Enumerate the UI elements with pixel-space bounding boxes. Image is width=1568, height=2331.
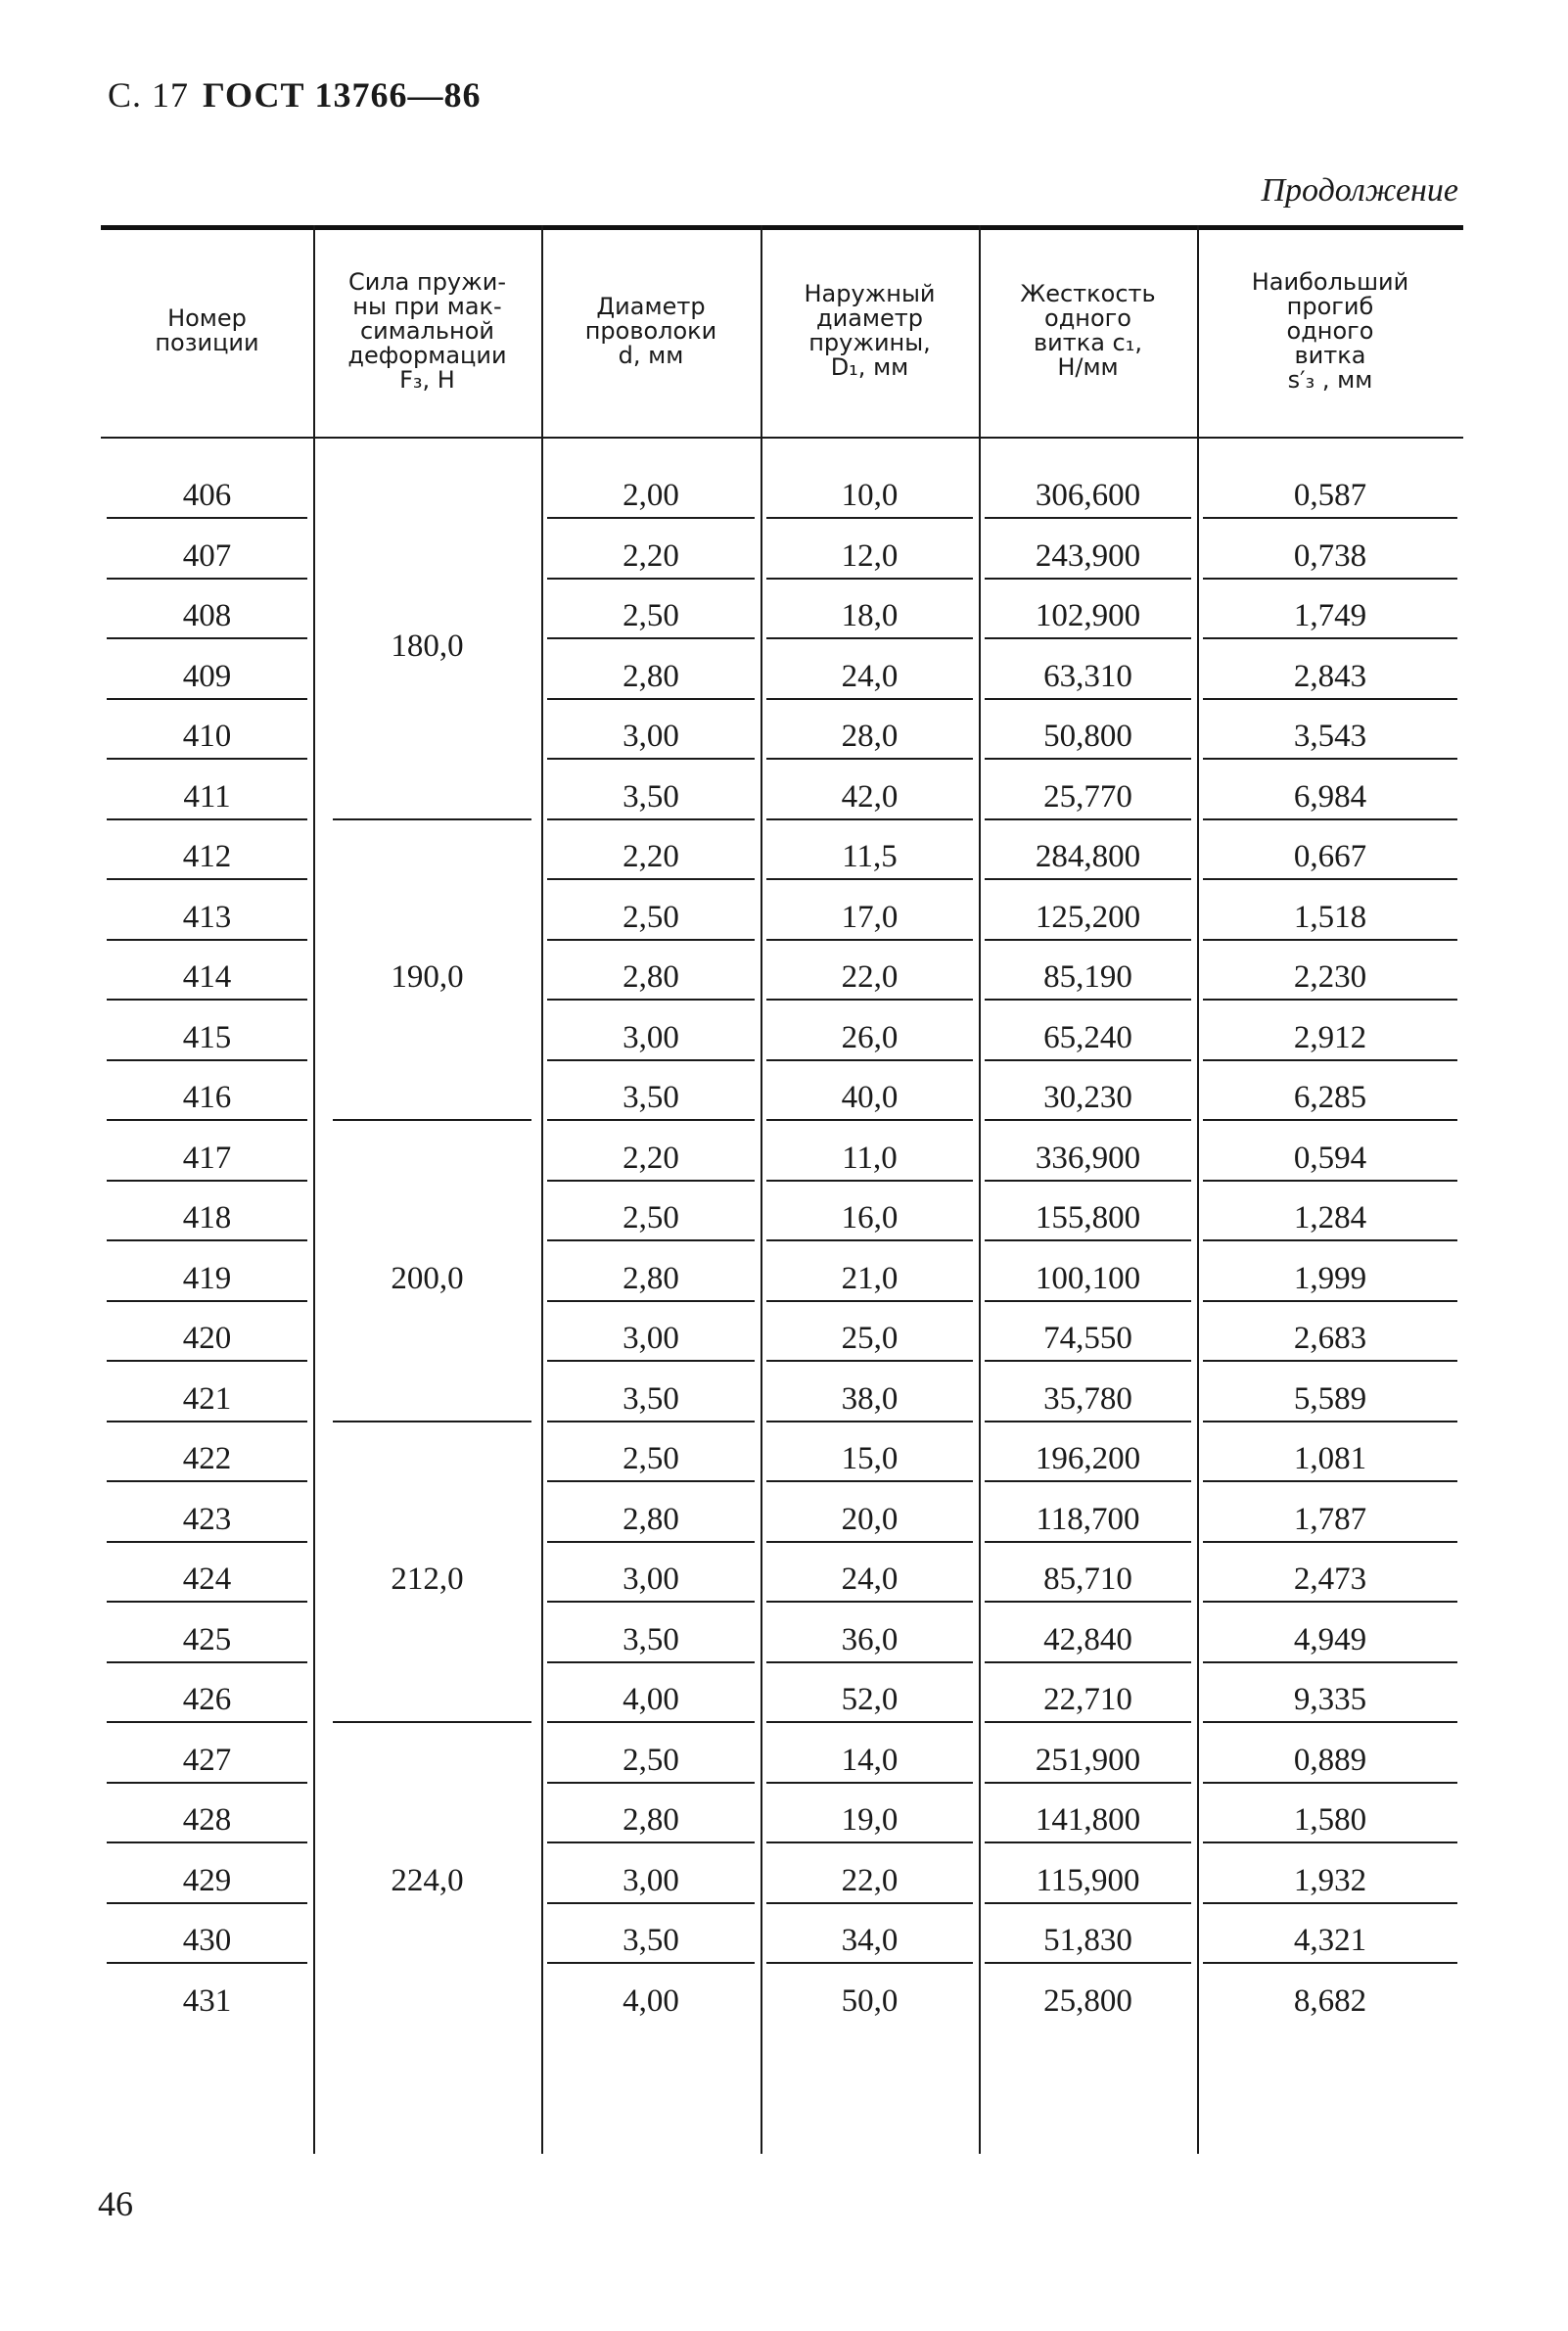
cell-outer-diameter: 42,0 bbox=[841, 778, 899, 815]
row-rule bbox=[1203, 1480, 1457, 1482]
cell-position: 427 bbox=[182, 1742, 232, 1778]
cell-position: 414 bbox=[182, 959, 232, 995]
cell-outer-diameter: 21,0 bbox=[841, 1260, 899, 1296]
cell-stiffness: 50,800 bbox=[1043, 719, 1132, 754]
cell-wire-diameter: 2,80 bbox=[623, 959, 679, 995]
row-rule bbox=[107, 1661, 307, 1663]
row-rule bbox=[547, 698, 755, 700]
row-rule bbox=[107, 517, 307, 519]
cell-deflection: 3,543 bbox=[1293, 719, 1367, 754]
row-rule bbox=[985, 1541, 1191, 1543]
cell-deflection: 0,889 bbox=[1293, 1742, 1367, 1778]
row-rule bbox=[985, 1300, 1191, 1302]
cell-wire-diameter: 2,50 bbox=[623, 1742, 679, 1778]
row-rule bbox=[1203, 878, 1457, 880]
cell-position: 429 bbox=[182, 1862, 232, 1898]
row-rule bbox=[107, 878, 307, 880]
cell-wire-diameter: 2,50 bbox=[623, 899, 679, 935]
cell-position: 419 bbox=[182, 1260, 232, 1296]
cell-deflection: 6,285 bbox=[1293, 1080, 1367, 1115]
cell-outer-diameter: 24,0 bbox=[841, 658, 899, 694]
cell-deflection: 8,682 bbox=[1293, 1982, 1367, 2019]
row-rule bbox=[985, 818, 1191, 820]
cell-stiffness: 51,830 bbox=[1043, 1923, 1132, 1958]
cell-stiffness: 115,900 bbox=[1036, 1862, 1140, 1898]
cell-deflection: 0,667 bbox=[1293, 839, 1367, 874]
cell-outer-diameter: 50,0 bbox=[841, 1982, 899, 2019]
cell-wire-diameter: 2,50 bbox=[623, 598, 679, 633]
cell-position: 423 bbox=[182, 1501, 232, 1537]
row-rule bbox=[766, 1300, 973, 1302]
row-rule bbox=[1203, 1721, 1457, 1723]
cell-spring-force: 190,0 bbox=[391, 959, 464, 995]
row-rule bbox=[107, 1239, 307, 1241]
row-rule bbox=[107, 1841, 307, 1843]
cell-position: 424 bbox=[182, 1562, 232, 1597]
row-rule bbox=[985, 578, 1191, 580]
row-rule bbox=[985, 1360, 1191, 1362]
row-rule bbox=[547, 1601, 755, 1603]
cell-outer-diameter: 19,0 bbox=[841, 1802, 899, 1838]
cell-wire-diameter: 4,00 bbox=[623, 1982, 679, 2019]
cell-deflection: 1,580 bbox=[1293, 1802, 1367, 1838]
row-rule bbox=[107, 637, 307, 639]
group-rule bbox=[333, 818, 531, 820]
cell-outer-diameter: 10,0 bbox=[841, 478, 899, 513]
cell-position: 416 bbox=[182, 1080, 232, 1115]
row-rule bbox=[1203, 1541, 1457, 1543]
cell-outer-diameter: 52,0 bbox=[841, 1682, 899, 1717]
row-rule bbox=[766, 1480, 973, 1482]
continuation-label: Продолжение bbox=[1261, 172, 1458, 209]
row-rule bbox=[107, 1782, 307, 1784]
row-rule bbox=[107, 1421, 307, 1422]
row-rule bbox=[766, 1902, 973, 1904]
row-rule bbox=[547, 1180, 755, 1182]
cell-stiffness: 22,710 bbox=[1043, 1682, 1132, 1717]
cell-wire-diameter: 3,00 bbox=[623, 1321, 679, 1356]
cell-position: 428 bbox=[182, 1802, 232, 1838]
cell-outer-diameter: 20,0 bbox=[841, 1501, 899, 1537]
row-rule bbox=[1203, 578, 1457, 580]
row-rule bbox=[985, 1962, 1191, 1964]
row-rule bbox=[107, 999, 307, 1001]
cell-deflection: 1,749 bbox=[1293, 598, 1367, 633]
cell-outer-diameter: 17,0 bbox=[841, 899, 899, 935]
cell-outer-diameter: 12,0 bbox=[841, 537, 899, 574]
cell-spring-force: 212,0 bbox=[391, 1562, 464, 1597]
cell-wire-diameter: 2,20 bbox=[623, 1140, 679, 1176]
group-rule bbox=[333, 1421, 531, 1422]
row-rule bbox=[107, 698, 307, 700]
row-rule bbox=[107, 1480, 307, 1482]
cell-outer-diameter: 25,0 bbox=[841, 1321, 899, 1356]
cell-deflection: 1,284 bbox=[1293, 1200, 1367, 1235]
row-rule bbox=[1203, 1902, 1457, 1904]
header-outer-diameter: Наружный диаметр пружины, D₁, мм bbox=[804, 280, 936, 381]
row-rule bbox=[547, 1119, 755, 1121]
row-rule bbox=[985, 878, 1191, 880]
row-rule bbox=[985, 517, 1191, 519]
row-rule bbox=[1203, 818, 1457, 820]
header-bottom-rule bbox=[101, 437, 1463, 439]
row-rule bbox=[1203, 1782, 1457, 1784]
cell-stiffness: 251,900 bbox=[1035, 1742, 1141, 1778]
cell-stiffness: 74,550 bbox=[1043, 1321, 1132, 1356]
cell-deflection: 6,984 bbox=[1293, 778, 1367, 815]
row-rule bbox=[766, 1119, 973, 1121]
cell-stiffness: 100,100 bbox=[1035, 1260, 1141, 1296]
row-rule bbox=[547, 1421, 755, 1422]
row-rule bbox=[766, 1541, 973, 1543]
row-rule bbox=[107, 818, 307, 820]
row-rule bbox=[985, 698, 1191, 700]
row-rule bbox=[107, 1721, 307, 1723]
cell-position: 418 bbox=[182, 1200, 232, 1235]
row-rule bbox=[1203, 1360, 1457, 1362]
cell-wire-diameter: 2,50 bbox=[623, 1200, 679, 1235]
cell-wire-diameter: 2,20 bbox=[623, 839, 679, 874]
row-rule bbox=[1203, 517, 1457, 519]
cell-position: 411 bbox=[183, 778, 231, 815]
cell-deflection: 0,594 bbox=[1293, 1140, 1367, 1176]
cell-outer-diameter: 26,0 bbox=[841, 1019, 899, 1055]
row-rule bbox=[1203, 1059, 1457, 1061]
group-rule bbox=[333, 1119, 531, 1121]
cell-stiffness: 35,780 bbox=[1043, 1380, 1132, 1417]
row-rule bbox=[1203, 758, 1457, 760]
row-rule bbox=[766, 999, 973, 1001]
row-rule bbox=[766, 578, 973, 580]
row-rule bbox=[547, 878, 755, 880]
row-rule bbox=[1203, 1601, 1457, 1603]
row-rule bbox=[766, 1601, 973, 1603]
row-rule bbox=[1203, 1239, 1457, 1241]
row-rule bbox=[766, 698, 973, 700]
row-rule bbox=[547, 1541, 755, 1543]
cell-deflection: 4,949 bbox=[1293, 1621, 1367, 1657]
row-rule bbox=[107, 1059, 307, 1061]
cell-deflection: 2,230 bbox=[1293, 959, 1367, 995]
row-rule bbox=[547, 758, 755, 760]
row-rule bbox=[766, 1962, 973, 1964]
row-rule bbox=[107, 1360, 307, 1362]
row-rule bbox=[547, 1360, 755, 1362]
cell-spring-force: 200,0 bbox=[391, 1260, 464, 1296]
cell-outer-diameter: 11,5 bbox=[842, 839, 898, 874]
cell-stiffness: 42,840 bbox=[1043, 1621, 1132, 1657]
row-rule bbox=[107, 758, 307, 760]
page-number: 46 bbox=[98, 2184, 133, 2223]
cell-outer-diameter: 40,0 bbox=[841, 1080, 899, 1115]
cell-stiffness: 25,800 bbox=[1043, 1982, 1132, 2019]
row-rule bbox=[547, 999, 755, 1001]
row-rule bbox=[547, 1239, 755, 1241]
page-reference: С. 17 bbox=[108, 75, 190, 115]
cell-outer-diameter: 16,0 bbox=[841, 1200, 899, 1235]
cell-position: 409 bbox=[182, 658, 232, 694]
cell-deflection: 1,081 bbox=[1293, 1441, 1367, 1476]
row-rule bbox=[766, 878, 973, 880]
cell-stiffness: 336,900 bbox=[1035, 1140, 1141, 1176]
group-rule bbox=[333, 1721, 531, 1723]
cell-wire-diameter: 2,80 bbox=[623, 658, 679, 694]
standard-number: ГОСТ 13766—86 bbox=[203, 75, 482, 115]
row-rule bbox=[1203, 698, 1457, 700]
row-rule bbox=[547, 1902, 755, 1904]
row-rule bbox=[107, 1962, 307, 1964]
row-rule bbox=[766, 758, 973, 760]
cell-wire-diameter: 2,20 bbox=[623, 537, 679, 574]
row-rule bbox=[1203, 999, 1457, 1001]
row-rule bbox=[107, 1601, 307, 1603]
row-rule bbox=[766, 939, 973, 941]
row-rule bbox=[766, 1421, 973, 1422]
row-rule bbox=[766, 517, 973, 519]
header-position-number: Номер позиции bbox=[155, 304, 259, 356]
row-rule bbox=[985, 1059, 1191, 1061]
row-rule bbox=[547, 1721, 755, 1723]
cell-deflection: 1,932 bbox=[1293, 1862, 1367, 1898]
cell-outer-diameter: 28,0 bbox=[841, 719, 899, 754]
row-rule bbox=[1203, 1962, 1457, 1964]
cell-stiffness: 284,800 bbox=[1035, 839, 1141, 874]
cell-position: 421 bbox=[182, 1380, 232, 1417]
row-rule bbox=[1203, 1180, 1457, 1182]
cell-deflection: 0,738 bbox=[1293, 537, 1367, 574]
row-rule bbox=[766, 1661, 973, 1663]
cell-stiffness: 155,800 bbox=[1035, 1200, 1141, 1235]
cell-wire-diameter: 4,00 bbox=[623, 1682, 679, 1717]
row-rule bbox=[1203, 1119, 1457, 1121]
row-rule bbox=[1203, 637, 1457, 639]
header-spring-force: Сила пружи- ны при мак- симальной деформации F₃, Н bbox=[347, 267, 507, 394]
cell-deflection: 4,321 bbox=[1293, 1923, 1367, 1958]
cell-outer-diameter: 24,0 bbox=[841, 1562, 899, 1597]
cell-wire-diameter: 3,00 bbox=[623, 1019, 679, 1055]
cell-position: 407 bbox=[182, 537, 232, 574]
row-rule bbox=[766, 637, 973, 639]
cell-stiffness: 102,900 bbox=[1035, 598, 1141, 633]
row-rule bbox=[985, 1601, 1191, 1603]
cell-deflection: 2,683 bbox=[1293, 1321, 1367, 1356]
cell-outer-diameter: 38,0 bbox=[841, 1380, 899, 1417]
cell-position: 417 bbox=[182, 1140, 232, 1176]
row-rule bbox=[107, 1300, 307, 1302]
row-rule bbox=[547, 1059, 755, 1061]
cell-spring-force: 224,0 bbox=[391, 1862, 464, 1898]
cell-wire-diameter: 2,80 bbox=[623, 1501, 679, 1537]
row-rule bbox=[547, 1841, 755, 1843]
cell-wire-diameter: 3,00 bbox=[623, 1862, 679, 1898]
row-rule bbox=[985, 1480, 1191, 1482]
row-rule bbox=[547, 1300, 755, 1302]
row-rule bbox=[547, 1661, 755, 1663]
cell-stiffness: 25,770 bbox=[1043, 778, 1132, 815]
cell-wire-diameter: 3,50 bbox=[623, 778, 679, 815]
row-rule bbox=[766, 1841, 973, 1843]
cell-outer-diameter: 36,0 bbox=[841, 1621, 899, 1657]
row-rule bbox=[985, 1421, 1191, 1422]
header-max-deflection: Наибольший прогиб одного витка s′₃ , мм bbox=[1251, 267, 1409, 394]
cell-position: 408 bbox=[182, 598, 232, 633]
cell-wire-diameter: 3,00 bbox=[623, 1562, 679, 1597]
row-rule bbox=[766, 1059, 973, 1061]
row-rule bbox=[985, 1841, 1191, 1843]
row-rule bbox=[1203, 1661, 1457, 1663]
row-rule bbox=[985, 758, 1191, 760]
cell-wire-diameter: 2,50 bbox=[623, 1441, 679, 1476]
row-rule bbox=[985, 999, 1191, 1001]
row-rule bbox=[1203, 1421, 1457, 1422]
cell-stiffness: 85,710 bbox=[1043, 1562, 1132, 1597]
cell-position: 431 bbox=[182, 1982, 232, 2019]
row-rule bbox=[547, 1480, 755, 1482]
row-rule bbox=[547, 818, 755, 820]
row-rule bbox=[107, 1902, 307, 1904]
header-wire-diameter: Диаметр проволоки d, мм bbox=[584, 292, 717, 369]
row-rule bbox=[547, 1782, 755, 1784]
cell-deflection: 0,587 bbox=[1293, 478, 1367, 513]
row-rule bbox=[985, 939, 1191, 941]
row-rule bbox=[985, 1661, 1191, 1663]
cell-outer-diameter: 14,0 bbox=[841, 1742, 899, 1778]
cell-stiffness: 141,800 bbox=[1035, 1802, 1141, 1838]
cell-outer-diameter: 22,0 bbox=[841, 1862, 899, 1898]
cell-wire-diameter: 2,00 bbox=[623, 478, 679, 513]
row-rule bbox=[547, 578, 755, 580]
row-rule bbox=[107, 1541, 307, 1543]
cell-wire-diameter: 3,50 bbox=[623, 1621, 679, 1657]
cell-deflection: 1,999 bbox=[1293, 1260, 1367, 1296]
cell-stiffness: 306,600 bbox=[1035, 478, 1141, 513]
cell-stiffness: 30,230 bbox=[1043, 1080, 1132, 1115]
cell-wire-diameter: 3,00 bbox=[623, 719, 679, 754]
row-rule bbox=[985, 1119, 1191, 1121]
row-rule bbox=[107, 1180, 307, 1182]
cell-stiffness: 63,310 bbox=[1043, 658, 1132, 694]
cell-wire-diameter: 2,80 bbox=[623, 1802, 679, 1838]
cell-deflection: 1,518 bbox=[1293, 899, 1367, 935]
cell-outer-diameter: 22,0 bbox=[841, 959, 899, 995]
row-rule bbox=[1203, 1300, 1457, 1302]
cell-position: 420 bbox=[182, 1321, 232, 1356]
row-rule bbox=[985, 1239, 1191, 1241]
cell-position: 426 bbox=[182, 1682, 232, 1717]
row-rule bbox=[1203, 1841, 1457, 1843]
cell-deflection: 5,589 bbox=[1293, 1380, 1367, 1417]
row-rule bbox=[547, 939, 755, 941]
cell-outer-diameter: 34,0 bbox=[841, 1923, 899, 1958]
cell-position: 413 bbox=[182, 899, 232, 935]
row-rule bbox=[985, 637, 1191, 639]
cell-outer-diameter: 15,0 bbox=[841, 1441, 899, 1476]
cell-deflection: 2,843 bbox=[1293, 658, 1367, 694]
cell-outer-diameter: 11,0 bbox=[842, 1140, 898, 1176]
cell-wire-diameter: 3,50 bbox=[623, 1380, 679, 1417]
row-rule bbox=[985, 1902, 1191, 1904]
cell-stiffness: 125,200 bbox=[1035, 899, 1141, 935]
cell-position: 425 bbox=[182, 1621, 232, 1657]
row-rule bbox=[107, 578, 307, 580]
row-rule bbox=[547, 637, 755, 639]
cell-position: 415 bbox=[182, 1019, 232, 1055]
row-rule bbox=[766, 1360, 973, 1362]
cell-wire-diameter: 2,80 bbox=[623, 1260, 679, 1296]
cell-stiffness: 118,700 bbox=[1036, 1501, 1140, 1537]
cell-deflection: 2,473 bbox=[1293, 1562, 1367, 1597]
row-rule bbox=[766, 1782, 973, 1784]
cell-spring-force: 180,0 bbox=[391, 628, 464, 664]
cell-wire-diameter: 3,50 bbox=[623, 1080, 679, 1115]
row-rule bbox=[985, 1782, 1191, 1784]
row-rule bbox=[766, 1239, 973, 1241]
cell-stiffness: 243,900 bbox=[1035, 537, 1141, 574]
row-rule bbox=[547, 517, 755, 519]
cell-position: 430 bbox=[182, 1923, 232, 1958]
cell-position: 422 bbox=[182, 1441, 232, 1476]
cell-wire-diameter: 3,50 bbox=[623, 1923, 679, 1958]
row-rule bbox=[985, 1180, 1191, 1182]
row-rule bbox=[766, 1180, 973, 1182]
row-rule bbox=[766, 818, 973, 820]
cell-stiffness: 196,200 bbox=[1035, 1441, 1141, 1476]
row-rule bbox=[766, 1721, 973, 1723]
header-coil-stiffness: Жесткость одного витка c₁, Н/мм bbox=[1020, 280, 1156, 381]
row-rule bbox=[985, 1721, 1191, 1723]
cell-deflection: 2,912 bbox=[1293, 1019, 1367, 1055]
cell-stiffness: 65,240 bbox=[1043, 1019, 1132, 1055]
cell-position: 406 bbox=[182, 478, 232, 513]
cell-position: 412 bbox=[182, 839, 232, 874]
cell-deflection: 9,335 bbox=[1293, 1682, 1367, 1717]
cell-deflection: 1,787 bbox=[1293, 1501, 1367, 1537]
cell-position: 410 bbox=[182, 719, 232, 754]
cell-outer-diameter: 18,0 bbox=[841, 598, 899, 633]
cell-stiffness: 85,190 bbox=[1043, 959, 1132, 995]
row-rule bbox=[107, 939, 307, 941]
row-rule bbox=[1203, 939, 1457, 941]
row-rule bbox=[547, 1962, 755, 1964]
row-rule bbox=[107, 1119, 307, 1121]
table-top-rule bbox=[101, 225, 1463, 230]
